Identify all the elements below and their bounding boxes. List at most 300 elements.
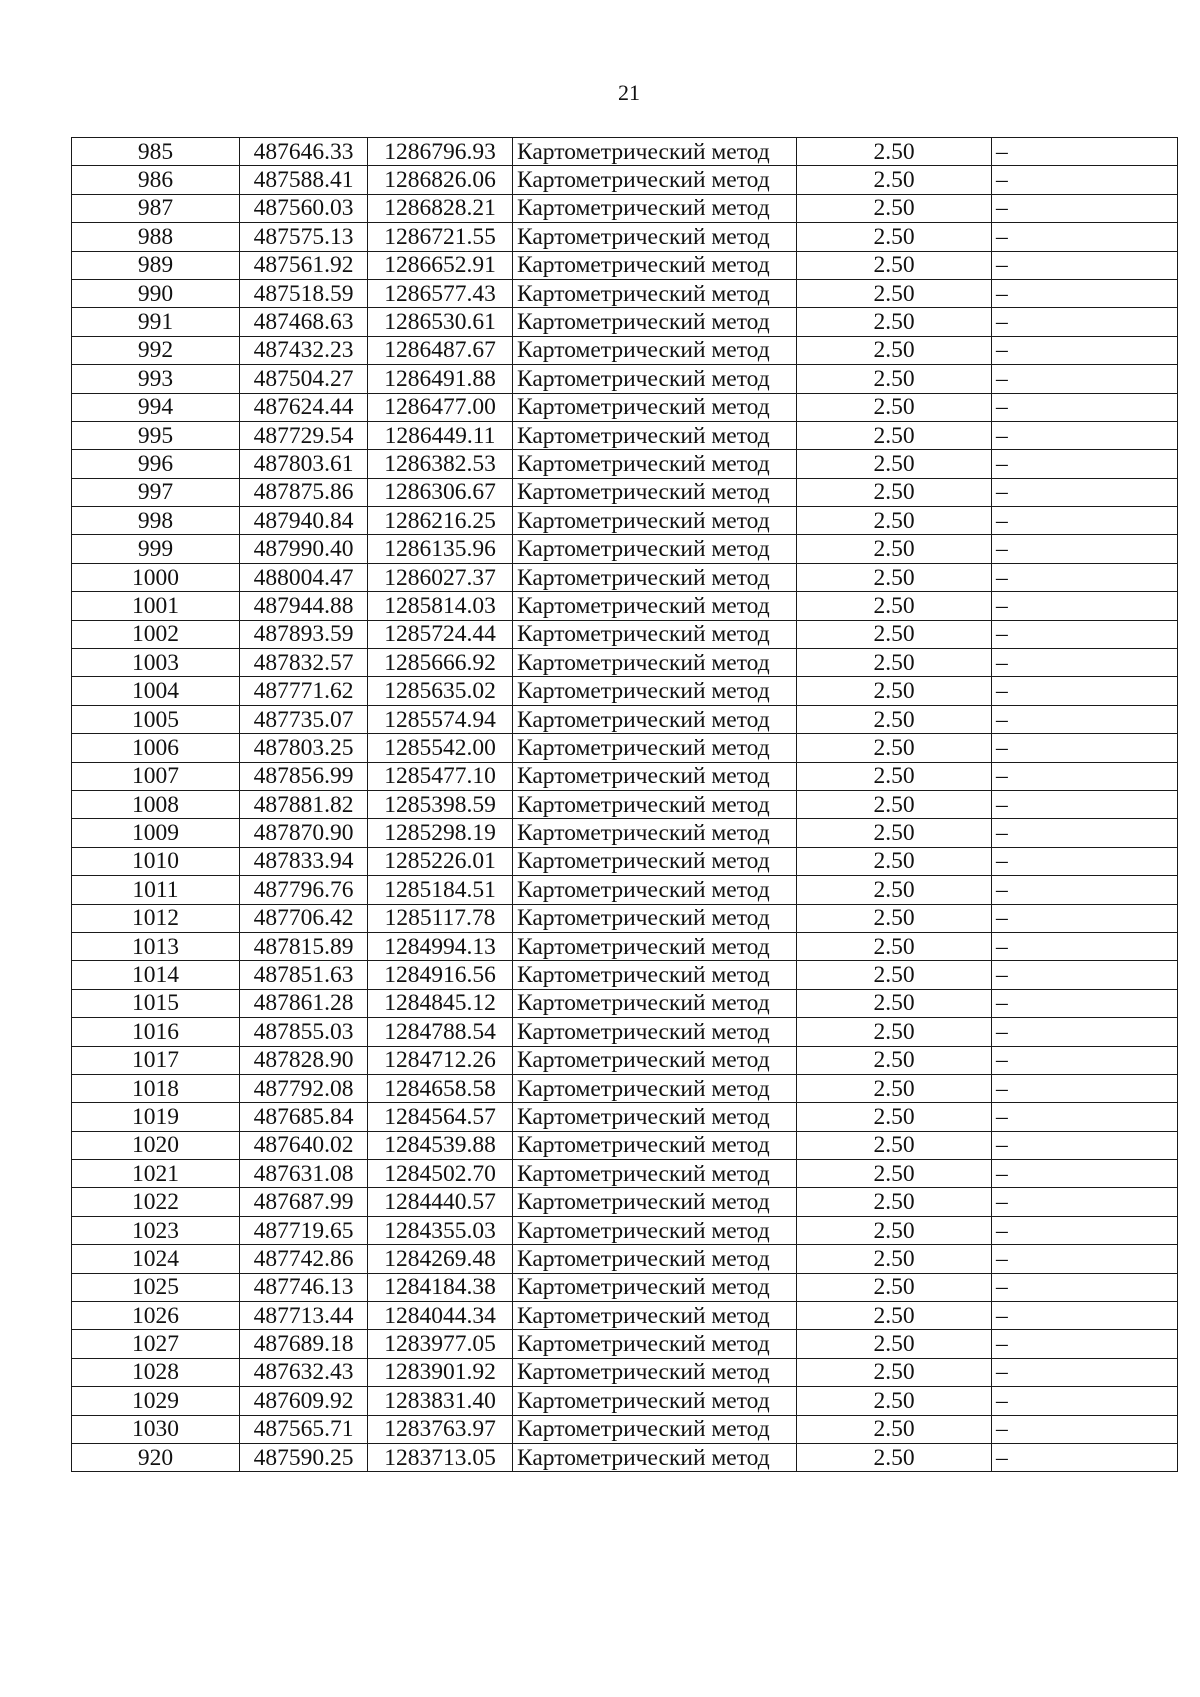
coordinate-y-cell: 1286530.61	[368, 308, 513, 336]
accuracy-cell: 2.50	[797, 762, 992, 790]
method-cell: Картометрический метод	[513, 393, 797, 421]
note-cell: –	[992, 1216, 1178, 1244]
point-number-cell: 991	[72, 308, 240, 336]
coordinate-x-cell: 487689.18	[240, 1330, 368, 1358]
accuracy-cell: 2.50	[797, 989, 992, 1017]
coordinate-y-cell: 1284184.38	[368, 1273, 513, 1301]
note-cell: –	[992, 649, 1178, 677]
table-row	[72, 1018, 1178, 1046]
point-number-cell: 995	[72, 421, 240, 449]
coordinate-x-cell: 487828.90	[240, 1046, 368, 1074]
coordinate-x-cell: 487588.41	[240, 166, 368, 194]
accuracy-cell: 2.50	[797, 1302, 992, 1330]
note-cell: –	[992, 1415, 1178, 1443]
table-row	[72, 535, 1178, 563]
method-cell: Картометрический метод	[513, 1245, 797, 1273]
coordinate-x-cell: 487590.25	[240, 1443, 368, 1471]
coordinate-x-cell: 487624.44	[240, 393, 368, 421]
note-cell: –	[992, 961, 1178, 989]
table-row	[72, 620, 1178, 648]
coordinate-x-cell: 487687.99	[240, 1188, 368, 1216]
coordinate-y-cell: 1286027.37	[368, 563, 513, 591]
note-cell: –	[992, 421, 1178, 449]
coordinate-y-cell: 1285184.51	[368, 876, 513, 904]
coordinate-y-cell: 1284916.56	[368, 961, 513, 989]
accuracy-cell: 2.50	[797, 1358, 992, 1386]
table-row	[72, 762, 1178, 790]
accuracy-cell: 2.50	[797, 308, 992, 336]
coordinate-x-cell: 487468.63	[240, 308, 368, 336]
table-row	[72, 904, 1178, 932]
note-cell: –	[992, 932, 1178, 960]
coordinate-x-cell: 487646.33	[240, 138, 368, 166]
coordinate-x-cell: 487719.65	[240, 1216, 368, 1244]
accuracy-cell: 2.50	[797, 251, 992, 279]
method-cell: Картометрический метод	[513, 989, 797, 1017]
table-row	[72, 1358, 1178, 1386]
accuracy-cell: 2.50	[797, 279, 992, 307]
point-number-cell: 1018	[72, 1074, 240, 1102]
table-row	[72, 308, 1178, 336]
coordinate-x-cell: 487640.02	[240, 1131, 368, 1159]
note-cell: –	[992, 1018, 1178, 1046]
accuracy-cell: 2.50	[797, 819, 992, 847]
table-row	[72, 507, 1178, 535]
coordinate-x-cell: 487631.08	[240, 1160, 368, 1188]
coordinates-table-body	[72, 138, 1178, 1472]
point-number-cell: 987	[72, 194, 240, 222]
method-cell: Картометрический метод	[513, 592, 797, 620]
note-cell: –	[992, 762, 1178, 790]
point-number-cell: 1013	[72, 932, 240, 960]
coordinate-x-cell: 487944.88	[240, 592, 368, 620]
accuracy-cell: 2.50	[797, 1443, 992, 1471]
coordinate-y-cell: 1284712.26	[368, 1046, 513, 1074]
coordinate-y-cell: 1286577.43	[368, 279, 513, 307]
table-row	[72, 1216, 1178, 1244]
point-number-cell: 1024	[72, 1245, 240, 1273]
accuracy-cell: 2.50	[797, 563, 992, 591]
accuracy-cell: 2.50	[797, 421, 992, 449]
coordinate-y-cell: 1286449.11	[368, 421, 513, 449]
coordinate-x-cell: 487729.54	[240, 421, 368, 449]
coordinate-x-cell: 487560.03	[240, 194, 368, 222]
note-cell: –	[992, 450, 1178, 478]
method-cell: Картометрический метод	[513, 677, 797, 705]
accuracy-cell: 2.50	[797, 1018, 992, 1046]
method-cell: Картометрический метод	[513, 649, 797, 677]
note-cell: –	[992, 1074, 1178, 1102]
note-cell: –	[992, 1103, 1178, 1131]
coordinate-y-cell: 1284269.48	[368, 1245, 513, 1273]
method-cell: Картометрический метод	[513, 478, 797, 506]
point-number-cell: 1015	[72, 989, 240, 1017]
table-row	[72, 1103, 1178, 1131]
point-number-cell: 1002	[72, 620, 240, 648]
accuracy-cell: 2.50	[797, 507, 992, 535]
table-row	[72, 790, 1178, 818]
point-number-cell: 1030	[72, 1415, 240, 1443]
coordinate-x-cell: 487771.62	[240, 677, 368, 705]
accuracy-cell: 2.50	[797, 1131, 992, 1159]
coordinate-x-cell: 487856.99	[240, 762, 368, 790]
note-cell: –	[992, 1302, 1178, 1330]
coordinate-y-cell: 1286826.06	[368, 166, 513, 194]
point-number-cell: 1003	[72, 649, 240, 677]
method-cell: Картометрический метод	[513, 1103, 797, 1131]
note-cell: –	[992, 308, 1178, 336]
method-cell: Картометрический метод	[513, 507, 797, 535]
method-cell: Картометрический метод	[513, 1131, 797, 1159]
coordinate-x-cell: 487832.57	[240, 649, 368, 677]
coordinate-x-cell: 487685.84	[240, 1103, 368, 1131]
point-number-cell: 999	[72, 535, 240, 563]
coordinate-y-cell: 1285398.59	[368, 790, 513, 818]
coordinate-x-cell: 487875.86	[240, 478, 368, 506]
coordinate-y-cell: 1285814.03	[368, 592, 513, 620]
note-cell: –	[992, 592, 1178, 620]
point-number-cell: 990	[72, 279, 240, 307]
note-cell: –	[992, 336, 1178, 364]
coordinate-x-cell: 487855.03	[240, 1018, 368, 1046]
coordinate-y-cell: 1286135.96	[368, 535, 513, 563]
note-cell: –	[992, 620, 1178, 648]
coordinate-y-cell: 1286652.91	[368, 251, 513, 279]
note-cell: –	[992, 705, 1178, 733]
table-row	[72, 819, 1178, 847]
accuracy-cell: 2.50	[797, 1103, 992, 1131]
accuracy-cell: 2.50	[797, 478, 992, 506]
coordinate-x-cell: 487803.61	[240, 450, 368, 478]
accuracy-cell: 2.50	[797, 194, 992, 222]
coordinate-x-cell: 487565.71	[240, 1415, 368, 1443]
method-cell: Картометрический метод	[513, 535, 797, 563]
accuracy-cell: 2.50	[797, 1387, 992, 1415]
note-cell: –	[992, 166, 1178, 194]
table-row	[72, 1387, 1178, 1415]
coordinate-x-cell: 487833.94	[240, 847, 368, 875]
accuracy-cell: 2.50	[797, 932, 992, 960]
method-cell: Картометрический метод	[513, 1330, 797, 1358]
point-number-cell: 1006	[72, 734, 240, 762]
coordinate-y-cell: 1284539.88	[368, 1131, 513, 1159]
table-row	[72, 138, 1178, 166]
coordinate-y-cell: 1284440.57	[368, 1188, 513, 1216]
method-cell: Картометрический метод	[513, 1074, 797, 1102]
coordinate-x-cell: 487609.92	[240, 1387, 368, 1415]
point-number-cell: 1017	[72, 1046, 240, 1074]
table-row	[72, 649, 1178, 677]
coordinate-y-cell: 1284658.58	[368, 1074, 513, 1102]
coordinate-y-cell: 1284788.54	[368, 1018, 513, 1046]
table-row	[72, 989, 1178, 1017]
note-cell: –	[992, 279, 1178, 307]
table-row	[72, 365, 1178, 393]
coordinate-y-cell: 1283901.92	[368, 1358, 513, 1386]
table-row	[72, 705, 1178, 733]
coordinate-x-cell: 487575.13	[240, 223, 368, 251]
coordinate-y-cell: 1284564.57	[368, 1103, 513, 1131]
coordinate-x-cell: 487735.07	[240, 705, 368, 733]
coordinate-x-cell: 487803.25	[240, 734, 368, 762]
method-cell: Картометрический метод	[513, 620, 797, 648]
note-cell: –	[992, 989, 1178, 1017]
table-row	[72, 1245, 1178, 1273]
point-number-cell: 997	[72, 478, 240, 506]
note-cell: –	[992, 677, 1178, 705]
coordinate-y-cell: 1286491.88	[368, 365, 513, 393]
accuracy-cell: 2.50	[797, 904, 992, 932]
note-cell: –	[992, 251, 1178, 279]
coordinate-y-cell: 1283977.05	[368, 1330, 513, 1358]
coordinate-y-cell: 1286306.67	[368, 478, 513, 506]
point-number-cell: 996	[72, 450, 240, 478]
point-number-cell: 1009	[72, 819, 240, 847]
point-number-cell: 985	[72, 138, 240, 166]
point-number-cell: 989	[72, 251, 240, 279]
method-cell: Картометрический метод	[513, 194, 797, 222]
accuracy-cell: 2.50	[797, 365, 992, 393]
coordinate-x-cell: 487706.42	[240, 904, 368, 932]
method-cell: Картометрический метод	[513, 450, 797, 478]
coordinate-x-cell: 487796.76	[240, 876, 368, 904]
note-cell: –	[992, 1273, 1178, 1301]
accuracy-cell: 2.50	[797, 1188, 992, 1216]
note-cell: –	[992, 563, 1178, 591]
point-number-cell: 1004	[72, 677, 240, 705]
point-number-cell: 1021	[72, 1160, 240, 1188]
note-cell: –	[992, 1160, 1178, 1188]
method-cell: Картометрический метод	[513, 847, 797, 875]
note-cell: –	[992, 365, 1178, 393]
note-cell: –	[992, 1188, 1178, 1216]
point-number-cell: 1011	[72, 876, 240, 904]
coordinate-y-cell: 1283831.40	[368, 1387, 513, 1415]
point-number-cell: 1016	[72, 1018, 240, 1046]
coordinate-y-cell: 1285226.01	[368, 847, 513, 875]
accuracy-cell: 2.50	[797, 649, 992, 677]
method-cell: Картометрический метод	[513, 421, 797, 449]
accuracy-cell: 2.50	[797, 1074, 992, 1102]
coordinate-y-cell: 1286477.00	[368, 393, 513, 421]
accuracy-cell: 2.50	[797, 620, 992, 648]
note-cell: –	[992, 223, 1178, 251]
coordinate-y-cell: 1284355.03	[368, 1216, 513, 1244]
note-cell: –	[992, 535, 1178, 563]
coordinate-y-cell: 1286487.67	[368, 336, 513, 364]
coordinate-y-cell: 1285117.78	[368, 904, 513, 932]
table-row	[72, 677, 1178, 705]
table-row	[72, 1443, 1178, 1471]
coordinate-x-cell: 487561.92	[240, 251, 368, 279]
method-cell: Картометрический метод	[513, 279, 797, 307]
coordinate-y-cell: 1284994.13	[368, 932, 513, 960]
accuracy-cell: 2.50	[797, 705, 992, 733]
coordinate-y-cell: 1286382.53	[368, 450, 513, 478]
coordinate-y-cell: 1286721.55	[368, 223, 513, 251]
point-number-cell: 1014	[72, 961, 240, 989]
table-row	[72, 1131, 1178, 1159]
table-row	[72, 421, 1178, 449]
method-cell: Картометрический метод	[513, 819, 797, 847]
note-cell: –	[992, 1046, 1178, 1074]
coordinate-x-cell: 487504.27	[240, 365, 368, 393]
point-number-cell: 1028	[72, 1358, 240, 1386]
point-number-cell: 988	[72, 223, 240, 251]
accuracy-cell: 2.50	[797, 1216, 992, 1244]
note-cell: –	[992, 1387, 1178, 1415]
coordinate-y-cell: 1283713.05	[368, 1443, 513, 1471]
accuracy-cell: 2.50	[797, 450, 992, 478]
method-cell: Картометрический метод	[513, 1160, 797, 1188]
coordinate-x-cell: 487746.13	[240, 1273, 368, 1301]
point-number-cell: 1020	[72, 1131, 240, 1159]
accuracy-cell: 2.50	[797, 1273, 992, 1301]
note-cell: –	[992, 847, 1178, 875]
point-number-cell: 1005	[72, 705, 240, 733]
table-row	[72, 166, 1178, 194]
note-cell: –	[992, 478, 1178, 506]
coordinate-x-cell: 487990.40	[240, 535, 368, 563]
coordinate-y-cell: 1284502.70	[368, 1160, 513, 1188]
accuracy-cell: 2.50	[797, 876, 992, 904]
coordinate-y-cell: 1285574.94	[368, 705, 513, 733]
coordinate-x-cell: 487742.86	[240, 1245, 368, 1273]
table-row	[72, 1160, 1178, 1188]
coordinates-table	[71, 137, 1178, 1472]
method-cell: Картометрический метод	[513, 166, 797, 194]
point-number-cell: 986	[72, 166, 240, 194]
note-cell: –	[992, 1443, 1178, 1471]
accuracy-cell: 2.50	[797, 790, 992, 818]
method-cell: Картометрический метод	[513, 365, 797, 393]
point-number-cell: 1025	[72, 1273, 240, 1301]
method-cell: Картометрический метод	[513, 223, 797, 251]
coordinate-x-cell: 488004.47	[240, 563, 368, 591]
method-cell: Картометрический метод	[513, 1358, 797, 1386]
method-cell: Картометрический метод	[513, 563, 797, 591]
table-row	[72, 251, 1178, 279]
coordinate-x-cell: 487432.23	[240, 336, 368, 364]
note-cell: –	[992, 393, 1178, 421]
table-row	[72, 223, 1178, 251]
table-row	[72, 450, 1178, 478]
note-cell: –	[992, 1131, 1178, 1159]
coordinate-x-cell: 487815.89	[240, 932, 368, 960]
note-cell: –	[992, 876, 1178, 904]
coordinate-y-cell: 1286796.93	[368, 138, 513, 166]
point-number-cell: 1012	[72, 904, 240, 932]
point-number-cell: 998	[72, 507, 240, 535]
coordinate-y-cell: 1285635.02	[368, 677, 513, 705]
method-cell: Картометрический метод	[513, 961, 797, 989]
table-row	[72, 1330, 1178, 1358]
method-cell: Картометрический метод	[513, 1018, 797, 1046]
accuracy-cell: 2.50	[797, 677, 992, 705]
coordinate-y-cell: 1284044.34	[368, 1302, 513, 1330]
method-cell: Картометрический метод	[513, 762, 797, 790]
table-row	[72, 336, 1178, 364]
table-row	[72, 1074, 1178, 1102]
coordinate-x-cell: 487861.28	[240, 989, 368, 1017]
coordinate-y-cell: 1286828.21	[368, 194, 513, 222]
note-cell: –	[992, 1245, 1178, 1273]
note-cell: –	[992, 1330, 1178, 1358]
coordinate-y-cell: 1285477.10	[368, 762, 513, 790]
point-number-cell: 992	[72, 336, 240, 364]
point-number-cell: 993	[72, 365, 240, 393]
method-cell: Картометрический метод	[513, 1387, 797, 1415]
table-row	[72, 194, 1178, 222]
note-cell: –	[992, 138, 1178, 166]
table-row	[72, 592, 1178, 620]
point-number-cell: 994	[72, 393, 240, 421]
coordinate-y-cell: 1285542.00	[368, 734, 513, 762]
accuracy-cell: 2.50	[797, 1160, 992, 1188]
method-cell: Картометрический метод	[513, 138, 797, 166]
accuracy-cell: 2.50	[797, 223, 992, 251]
table-row	[72, 1415, 1178, 1443]
method-cell: Картометрический метод	[513, 705, 797, 733]
coordinate-y-cell: 1284845.12	[368, 989, 513, 1017]
note-cell: –	[992, 734, 1178, 762]
note-cell: –	[992, 1358, 1178, 1386]
note-cell: –	[992, 904, 1178, 932]
method-cell: Картометрический метод	[513, 308, 797, 336]
point-number-cell: 1026	[72, 1302, 240, 1330]
table-row	[72, 393, 1178, 421]
method-cell: Картометрический метод	[513, 1046, 797, 1074]
point-number-cell: 1008	[72, 790, 240, 818]
table-row	[72, 1302, 1178, 1330]
table-row	[72, 1188, 1178, 1216]
table-row	[72, 563, 1178, 591]
coordinate-y-cell: 1286216.25	[368, 507, 513, 535]
point-number-cell: 1022	[72, 1188, 240, 1216]
method-cell: Картометрический метод	[513, 932, 797, 960]
method-cell: Картометрический метод	[513, 790, 797, 818]
table-row	[72, 1046, 1178, 1074]
point-number-cell: 920	[72, 1443, 240, 1471]
method-cell: Картометрический метод	[513, 876, 797, 904]
accuracy-cell: 2.50	[797, 1415, 992, 1443]
coordinate-x-cell: 487851.63	[240, 961, 368, 989]
table-row	[72, 932, 1178, 960]
table-row	[72, 734, 1178, 762]
method-cell: Картометрический метод	[513, 734, 797, 762]
point-number-cell: 1000	[72, 563, 240, 591]
accuracy-cell: 2.50	[797, 734, 992, 762]
table-row	[72, 279, 1178, 307]
point-number-cell: 1001	[72, 592, 240, 620]
table-row	[72, 478, 1178, 506]
table-row	[72, 847, 1178, 875]
method-cell: Картометрический метод	[513, 1443, 797, 1471]
point-number-cell: 1010	[72, 847, 240, 875]
accuracy-cell: 2.50	[797, 138, 992, 166]
coordinate-x-cell: 487792.08	[240, 1074, 368, 1102]
table-row	[72, 1273, 1178, 1301]
coordinate-x-cell: 487713.44	[240, 1302, 368, 1330]
point-number-cell: 1019	[72, 1103, 240, 1131]
method-cell: Картометрический метод	[513, 1188, 797, 1216]
point-number-cell: 1029	[72, 1387, 240, 1415]
accuracy-cell: 2.50	[797, 1245, 992, 1273]
method-cell: Картометрический метод	[513, 1273, 797, 1301]
accuracy-cell: 2.50	[797, 592, 992, 620]
method-cell: Картометрический метод	[513, 1415, 797, 1443]
coordinate-y-cell: 1285724.44	[368, 620, 513, 648]
